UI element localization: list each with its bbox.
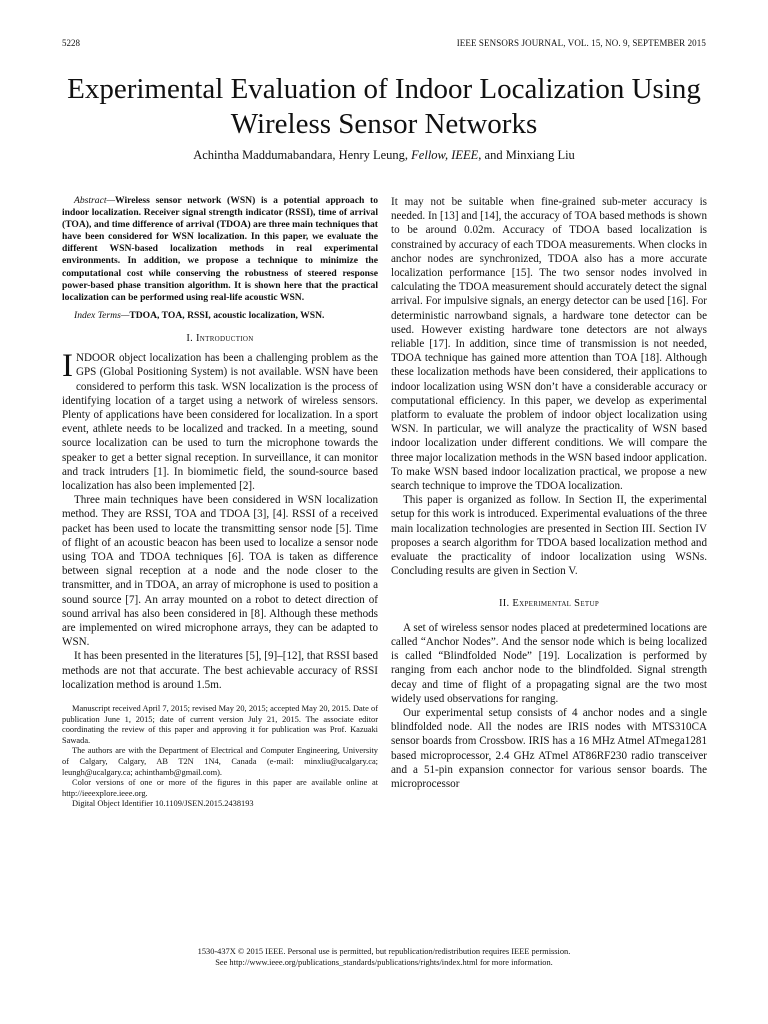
section-heading-introduction: I. Introduction xyxy=(186,332,254,344)
author-fellow: Fellow, IEEE xyxy=(411,148,479,162)
author-line xyxy=(40,148,728,163)
right-column xyxy=(391,195,707,791)
intro-paragraph-1-text: NDOOR object localization has been a challenging problem as the GPS (Global Positioning System) is not available. WSN have been considered to perform this task. WSN localization is the process of identifying location of a target using a network of wireless sensors. Plenty of applications have been considered for localization. In a sport event, athlete needs to be localized and tracked. In a meeting, sound source localization can be used to turn the microphone towards the speaker to get a better signal reception. In surveillance, it can monitor and track intruders [1]. In biomimetic field, the sound-source based localization has also been implemented [2]. xyxy=(62,352,378,492)
setup-paragraph-1: A set of wireless sensor nodes placed at predetermined locations are called “Anchor Nodes”. And the sensor node which is being localized is called “Blindfolded Node” [19]. Localization is performed by ranging from each anchor node to the blindfolded. Signal strength decay and time of flight of a propagating signal are the two most widely used observations for ranging. xyxy=(391,621,707,705)
index-terms-text: TDOA, TOA, RSSI, acoustic localization, WSN. xyxy=(129,309,325,321)
authors-part1: Achintha Maddumabandara, Henry Leung, xyxy=(193,148,412,162)
footnote-doi: Digital Object Identifier 10.1109/JSEN.2015.2438193 xyxy=(72,799,254,809)
page-number: 5228 xyxy=(62,38,80,48)
section-heading-experimental-setup: II. Experimental Setup xyxy=(498,598,600,610)
intro-paragraph-1 xyxy=(62,348,378,493)
abstract: Abstract—Wireless sensor network (WSN) is a potential approach to indoor localization. Receiver signal strength indicator (RSSI), time of arrival (TOA), and time difference of arrival (TDOA) are three main techniques that have been considered for WSN localization. In this paper, we evaluate the different WSN-based localization methods in real experimental environments. In addition, we propose a technique to minimize the computational cost while conserving the robustness of steered response power-based phase transition algorithm. It is shown here that the practical localization can be performed using real-life acoustic WSN. xyxy=(62,195,378,303)
paper-title: Experimental Evaluation of Indoor Localization Using Wireless Sensor Networks xyxy=(67,73,701,140)
authors-part2: , and Minxiang Liu xyxy=(478,148,575,162)
organization-paragraph: This paper is organized as follow. In Section II, the experimental setup for this work is introduced. Experimental evaluations of the three main localization technologies are presented in Section III. Section IV proposes a search algorithm for TDOA based localization method and evaluate the practicality of indoor localization using WSNs. Concluding results are given in Section V. xyxy=(391,494,707,578)
intro-paragraph-2: Three main techniques have been considered in WSN localization method. They are RSSI, TOA and TDOA [3], [4]. RSSI of a received packet has been used to locate the transmitting sensor node [5]. Time of flight of an acoustic beacon has been used to localize a sensor node using TOA and TDOA techniques [6]. TOA is taken as difference between signal reception at a node and the node closer to the transmitter, and in TDOA, an array of microphone is used to position a sound source [7]. An array mounted on a robot to detect direction of sound arrival has also been considered in [8]. Although these methods are implemented on wired microphone arrays, they can be adapted to WSN. xyxy=(62,494,378,649)
left-column xyxy=(62,195,378,810)
copyright-notice xyxy=(62,946,706,968)
abstract-label: Abstract xyxy=(74,195,107,206)
intro-paragraph-3: It has been presented in the literatures [5], [9]–[12], that RSSI based methods are not that accurate. The best achievable accuracy of RSSI localization method is around 1.5m. xyxy=(62,650,378,691)
footnote-manuscript: Manuscript received April 7, 2015; revised May 20, 2015; accepted May 20, 2015. Date of publication June 1, 2015; date of current version July 21, 2015. The associate editor coordinating the review of this paper and approving it for publication was Prof. Kazuaki Sawada. xyxy=(62,704,378,745)
index-terms-label: Index Terms xyxy=(74,309,121,321)
footnote-authors: The authors are with the Department of Electrical and Computer Engineering, University of Calgary, Calgary, AB T2N 1N4, Canada (e-mail: minxliu@ucalgary.ca; leungh@ucalgary.ca; achinthamb@gmail.com). xyxy=(62,746,378,777)
footnote-color: Color versions of one or more of the figures in this paper are available online at http://ieeexplore.ieee.org. xyxy=(62,778,378,798)
footnotes xyxy=(62,704,378,810)
copyright-line-2: See http://www.ieee.org/publications_standards/publications/rights/index.html for more information. xyxy=(215,958,553,967)
copyright-line-1: 1530-437X © 2015 IEEE. Personal use is permitted, but republication/redistribution requires IEEE permission. xyxy=(197,947,571,956)
abstract-text: Wireless sensor network (WSN) is a potential approach to indoor localization. Receiver signal strength indicator (RSSI), time of arrival (TOA), and time difference of arrival (TDOA) are three main techniques that have been considered for WSN localization. In this paper, we evaluate the different WSN-based localization methods in real experimental environments. In addition, we propose a technique to minimize the computational cost while conserving the robustness of steered response power-based phase transition algorithm. It is shown here that the practical localization can be performed using real-life acoustic WSN. xyxy=(62,195,378,303)
journal-header: IEEE SENSORS JOURNAL, VOL. 15, NO. 9, SEPTEMBER 2015 xyxy=(456,38,706,48)
setup-paragraph-2: Our experimental setup consists of 4 anchor nodes and a single blindfolded node. All the nodes are IRIS nodes with MTS310CA sensor boards from Crossbow. IRIS has a 16 MHz Atmel ATmega1281 based microprocessor, 2.4 GHz ATmel AT86RF230 radio transceiver and a 51-pin expansion connector for various sensor boards. The microprocessor xyxy=(391,706,707,790)
drop-cap: I xyxy=(62,348,73,385)
intro-continued-paragraph: It may not be suitable when fine-grained sub-meter accuracy is needed. In [13] and [14], the accuracy of TOA based methods is shown to be around 0.02m. Accuracy of TDOA based localization is constrained by accuracy of each TDOA measurements. When clocks in anchor nodes are synchronized, TDOA also has a more accurate localization performance [15]. The two sensor nodes involved in calculating the TDOA measurement should accurately detect the signal arrival. For impulsive signals, an energy detector can be used [16]. For deterministic narrowband signals, a hardware tone detector can be used. However existing hardware tone detectors are not always reliable [17]. In addition, since time of transmission is not needed, TDOA technique has gained more attention than TOA [18]. Although these localization methods have been considered, their applications to indoor localization using WSN don’t have a considerable accuracy or computational efficiency. In this paper, we develop as experimental platform to evaluate the problem of indoor object localization using WSN. In particular, we will analyze the practicality of WSN based indoor localization under different conditions. We will compare the three major localization methods in the WSN based indoor application. To make WSN based indoor localization practical, we propose a new search technique to improve the TDOA localization. xyxy=(391,196,707,493)
index-terms: Index Terms—TDOA, TOA, RSSI, acoustic localization, WSN. xyxy=(74,309,325,321)
